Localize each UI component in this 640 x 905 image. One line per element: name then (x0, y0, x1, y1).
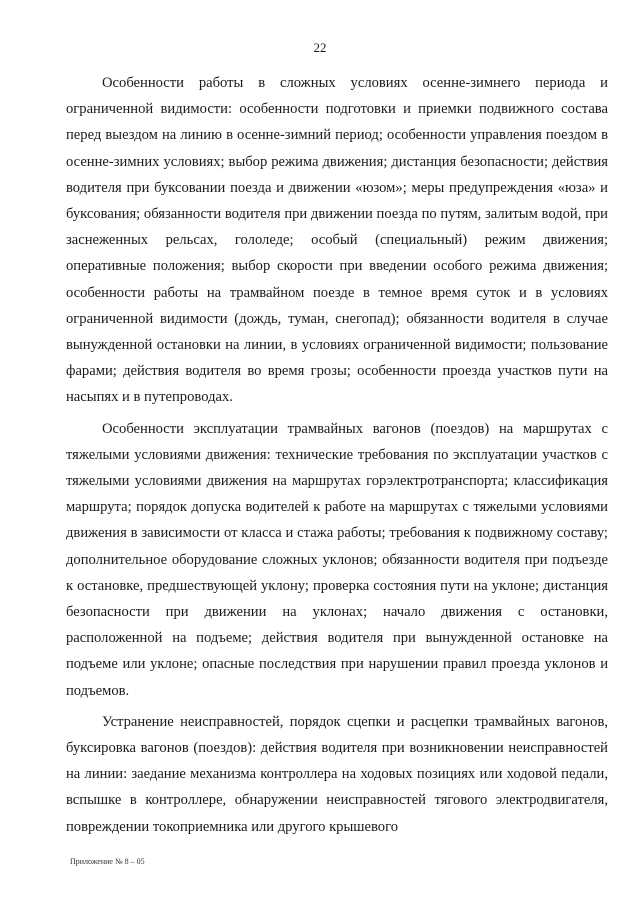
paragraph-difficult-routes: Особенности эксплуатации трамвайных вагонов (поездов) на маршрутах с тяжелыми условиями движения: технические требования по эксплуатации участков с тяжелыми условиями движения на маршрутах горэлектротранспорта; классификация маршрута; порядок допуска водителей к работе на маршрутах с тяжелыми условиями движения в зависимости от класса и стажа работы; требования к подвижному составу; дополнительное оборудование сложных уклонов; обязанности водителя при подъезде к остановке, предшествующей уклону; проверка состояния пути на уклоне; дистанция безопасности при движении на уклонах; начало движения с остановки, расположенной на подъеме; действия водителя при вынужденной остановке на подъеме или уклоне; опасные последствия при нарушении правил проезда уклонов и подъемов. (66, 420, 608, 699)
page-number: 22 (313, 40, 327, 55)
paragraph-autumn-winter: Особенности работы в сложных условиях осенне-зимнего периода и ограниченной видимости: особенности подготовки и приемки подвижного состава перед выездом на линию в осенне-зимний период; особенности управления поездом в осенне-зимних условиях; выбор режима движения; дистанция безопасности; действия водителя при буксовании поезда и движении «юзом»; меры предупреждения «юза» и буксования; обязанности водителя при движении поезда по путям, залитым водой, при заснеженных рельсах, гололеде; особый (специальный) режим движения; оперативные положения; выбор скорости при введении особого режима движения; особенности работы на трамвайном поезде в темное время суток и в условиях ограниченной видимости (дождь, туман, снегопад); обязанности водителя в случае вынужденной остановки на линии, в условиях ограниченной видимости; пользование фарами; действия водителя во время грозы; особенности проезда участков пути на насыпях и в путепроводах. (66, 75, 608, 406)
page-footer: Приложение № 8 – 05 (70, 857, 145, 866)
paragraph-malfunctions: Устранение неисправностей, порядок сцепки и расцепки трамвайных вагонов, буксировка вагонов (поездов): действия водителя при возникновении неисправностей на линии: заедание механизма контроллера на ходовых позициях или ходовой педали, вспышке в контроллере, обнаружении неисправностей тягового электродвигателя, повреждении токоприемника или другого крышевого (66, 713, 608, 835)
document-body (66, 70, 608, 845)
